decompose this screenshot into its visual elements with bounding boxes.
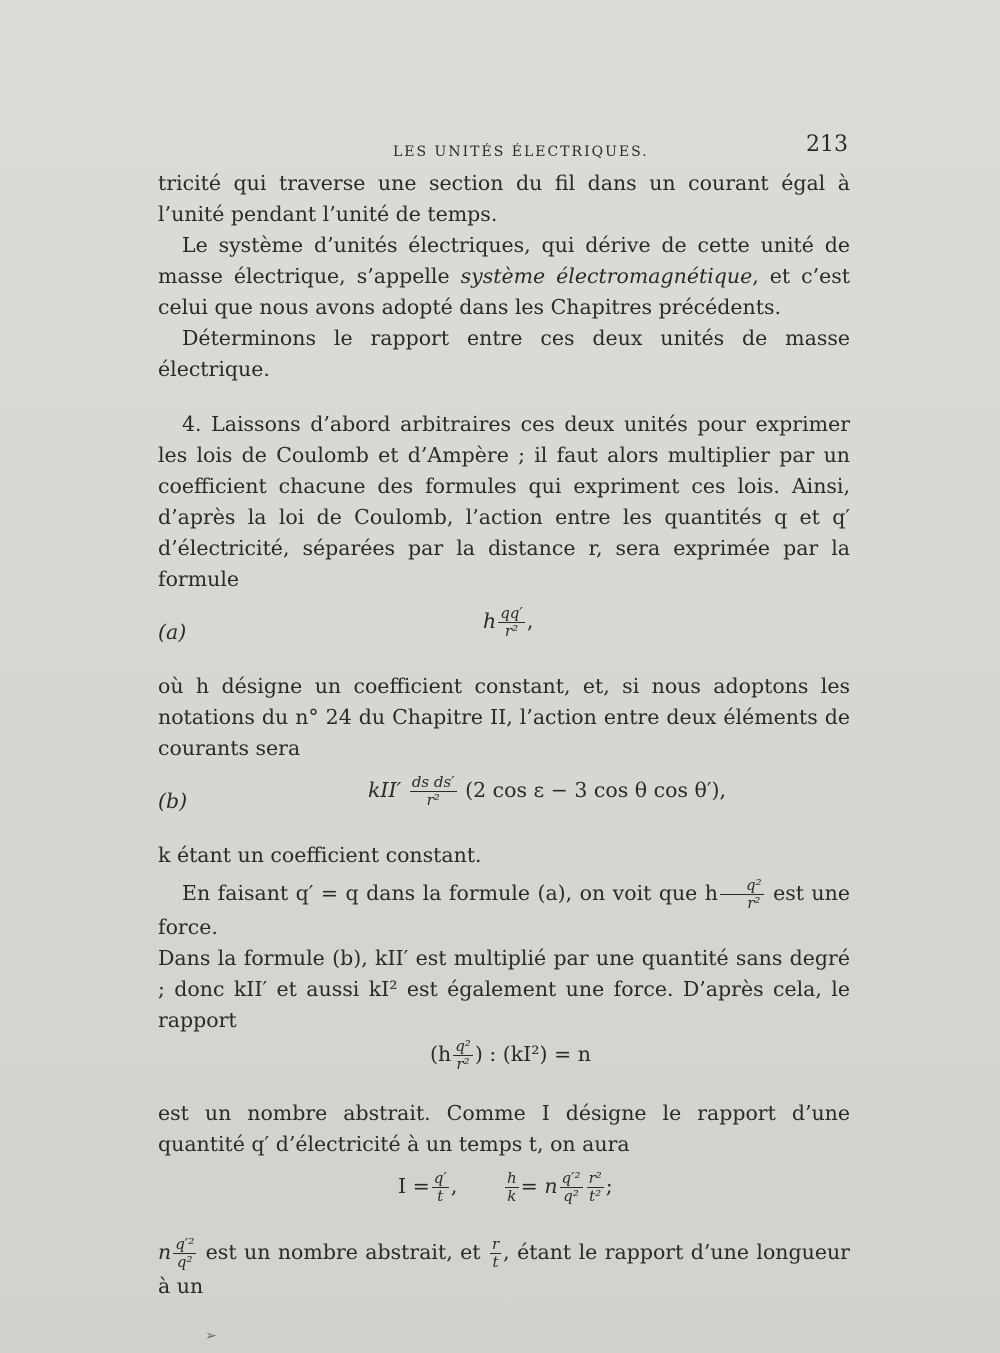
paragraph-10-fraction-2: [490, 1236, 501, 1271]
paragraph-1: tricité qui traverse une section du fil dans un courant égal à l’unité pendant l’unité de temps.: [158, 171, 850, 226]
paragraph-9: est un nombre abstrait. Comme I désigne le rapport d’une quantité q′ d’électricité à un temps t, on aura: [158, 1101, 850, 1156]
equation-d-numerator-4: r²: [588, 1169, 602, 1187]
equation-a-denominator: r²: [504, 622, 519, 640]
paragraph-7: [158, 877, 850, 943]
paragraph-8: Dans la formule (b), kII′ est multiplié par une quantité sans degré ; donc kII′ et aussi kI² est également une force. D’après cela, le rapport: [158, 946, 850, 1032]
equation-d-numerator-3: q′²: [561, 1169, 581, 1187]
paragraph-10-denominator-1: q²: [176, 1253, 193, 1271]
equation-d-denominator-3: q²: [563, 1187, 579, 1205]
page-number: 213: [806, 132, 848, 157]
paragraph-4: 4. Laissons d’abord arbitraires ces deux unités pour exprimer les lois de Coulomb et d’Ampère ; il faut alors multiplier par un coefficient chacune des formules qui expriment ces lois. Ainsi, d’après la loi de Coulomb, l’action entre les quantités q et q′ d’électricité, séparées par la distance r, sera exprimée par la formule: [158, 412, 850, 591]
equation-d-body: [398, 1170, 613, 1205]
paragraph-2: [158, 230, 850, 323]
equation-b-denominator: r²: [426, 791, 440, 809]
equation-d-comma: ,: [450, 1174, 458, 1198]
inline-fraction-denominator: r²: [747, 894, 761, 912]
equation-a-label: (a): [158, 620, 187, 644]
equation-d-denominator-1: t: [437, 1187, 444, 1205]
equation-c-tail: ) : (kI²) = n: [474, 1042, 591, 1066]
equation-a-coef: h: [483, 609, 497, 633]
equation-b-numerator: ds ds′: [411, 773, 455, 791]
equation-b: [158, 774, 850, 832]
paragraph-10-fraction-1: [173, 1236, 196, 1271]
equation-b-body: [368, 774, 726, 809]
inline-fraction: [720, 877, 764, 912]
equation-a-comma: ,: [526, 609, 534, 633]
paragraph-7-text-a: En faisant q′ = q dans la formule (a), on voit que h: [182, 881, 718, 905]
paragraph-10-text-a: est un nombre abstrait, et: [205, 1240, 481, 1264]
paragraph-10-numerator-1: q′²: [175, 1235, 195, 1253]
paragraph-10-numerator-2: r: [491, 1235, 500, 1253]
equation-c-open: (h: [430, 1042, 452, 1066]
paragraph-3: Déterminons le rapport entre ces deux unités de masse électrique.: [158, 326, 850, 381]
equation-c-body: [430, 1038, 591, 1073]
equation-d-numerator-1: q′: [433, 1169, 447, 1187]
equation-c-numerator: q²: [455, 1037, 471, 1055]
paragraph-7-text-b: est une force.: [158, 881, 850, 939]
running-title: LES UNITÉS ÉLECTRIQUES.: [393, 144, 649, 160]
equation-a-body: [483, 605, 533, 640]
equation-a-fraction: [498, 605, 525, 640]
equation-d-denominator-4: t²: [589, 1187, 602, 1205]
equation-b-coef: kII′: [368, 778, 402, 802]
equation-d-denominator-2: k: [507, 1187, 517, 1205]
paragraph-6: k étant un coefficient constant.: [158, 843, 482, 867]
equation-b-label: (b): [158, 789, 188, 813]
equation-a-numerator: qq′: [500, 604, 523, 622]
inline-fraction-numerator: q²: [720, 877, 764, 895]
paragraph-10-text-b: , étant le rapport d’une longueur à un: [158, 1240, 850, 1298]
margin-mark-icon: ➢: [205, 1328, 217, 1344]
page-body: [158, 168, 850, 1302]
equation-c: [158, 1036, 850, 1090]
equation-d-fraction-3: [560, 1170, 583, 1205]
equation-d-semicolon: ;: [605, 1174, 613, 1198]
equation-b-fraction: [410, 774, 457, 809]
equation-d: [158, 1170, 850, 1226]
equation-a: [158, 605, 850, 663]
equation-d-fraction-2: [505, 1170, 519, 1205]
equation-d-numerator-2: h: [506, 1169, 517, 1187]
equation-d-lhs: I =: [398, 1174, 430, 1198]
paragraph-10: [158, 1236, 850, 1302]
page-header: [158, 132, 848, 170]
equation-c-denominator: r²: [456, 1055, 470, 1073]
paragraph-5: où h désigne un coefficient constant, et, si nous adoptons les notations du n° 24 du Chapitre II, l’action entre deux éléments de courants sera: [158, 674, 850, 760]
paragraph-2-text-b: , et c’est celui que nous avons adopté dans les Chapitres précédents.: [158, 264, 850, 319]
paragraph-2-text-a: Le système d’unités électriques, qui dérive de cette unité de masse électrique, s’appelle: [158, 233, 850, 288]
equation-c-fraction: [453, 1038, 473, 1073]
equation-b-tail: (2 cos ε − 3 cos θ cos θ′),: [465, 778, 727, 802]
equation-d-fraction-1: [432, 1170, 449, 1205]
equation-d-equals: = n: [520, 1174, 558, 1198]
paragraph-10-denominator-2: t: [492, 1253, 499, 1271]
paragraph-2-emphasis: système électromagnétique: [460, 264, 753, 288]
paragraph-10-coef: n: [158, 1240, 172, 1264]
equation-d-fraction-4: [587, 1170, 604, 1205]
